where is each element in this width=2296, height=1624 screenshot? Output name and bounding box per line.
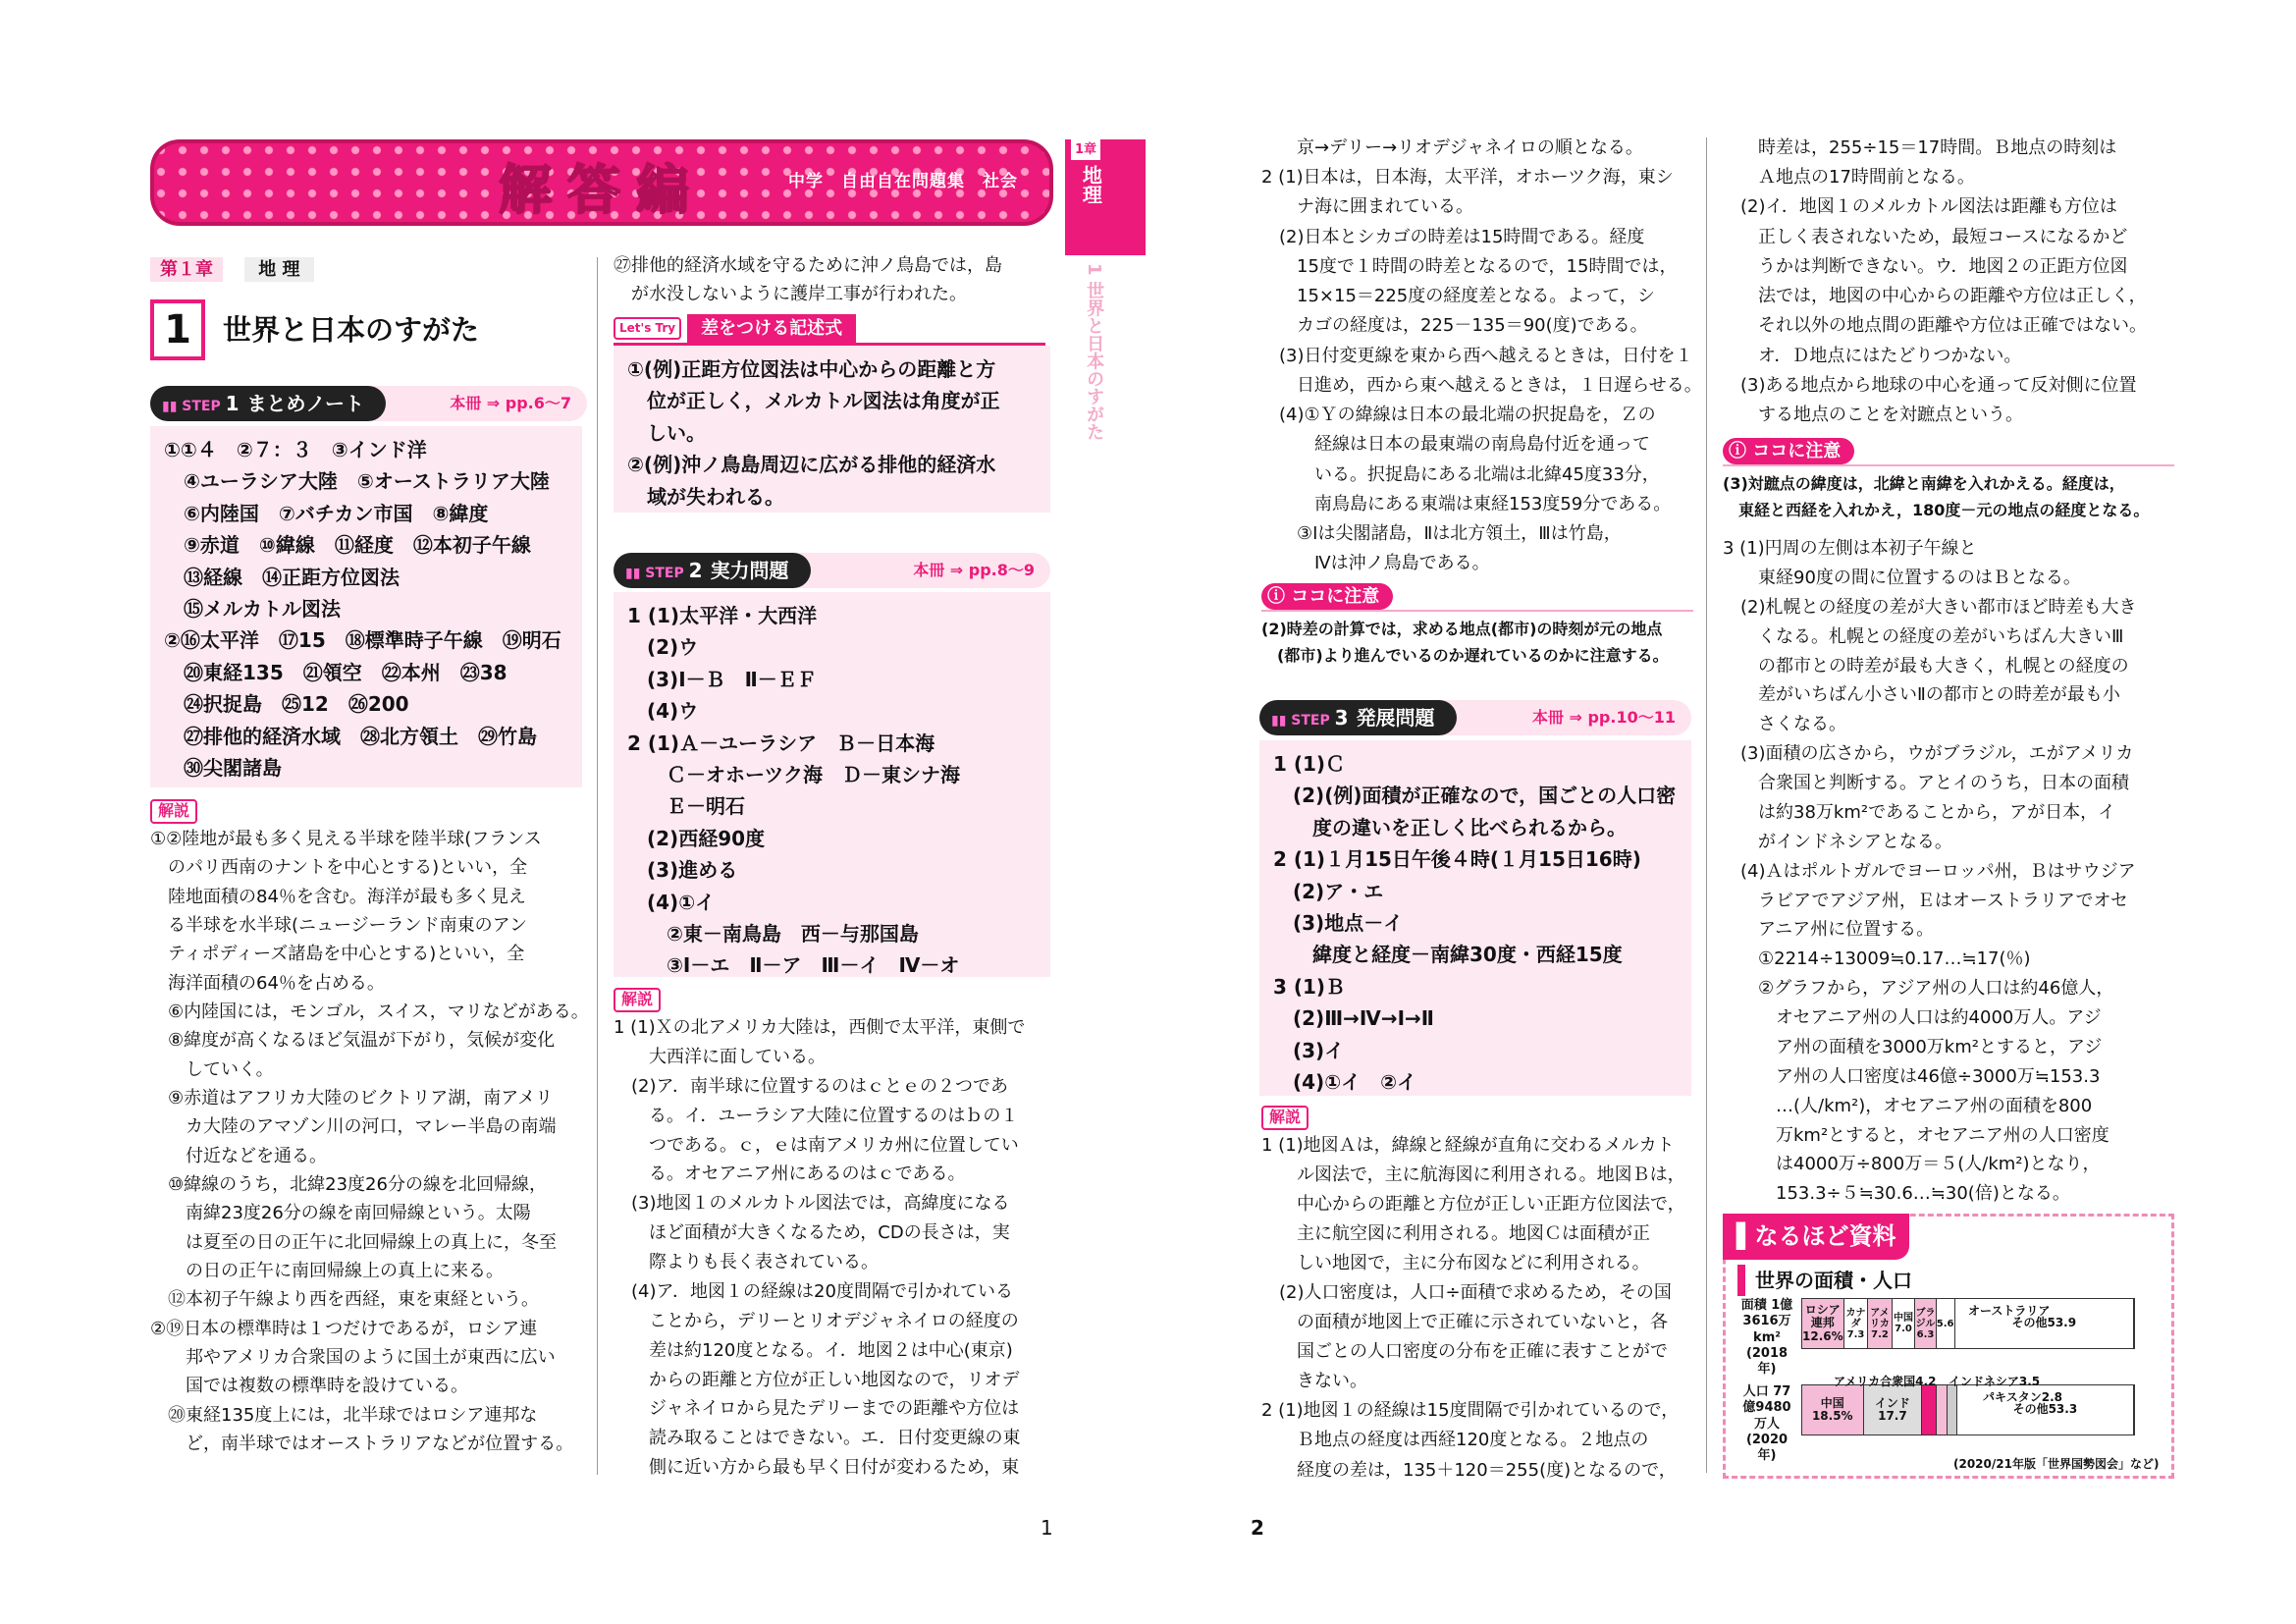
explanation-line: うかは判断できない。ウ．地図２の正距方位図 bbox=[1723, 255, 2128, 277]
step-label: まとめノート bbox=[246, 391, 364, 415]
chart-callout: アメリカ合衆国4.2 bbox=[1834, 1375, 1937, 1388]
column-divider bbox=[597, 257, 598, 1475]
explanation-line: ティポディーズ諸島を中心とする)といい，全 bbox=[150, 944, 525, 965]
letstry-title: 差をつける記述式 bbox=[687, 314, 856, 343]
bar-segment: 中国 18.5% bbox=[1802, 1385, 1864, 1435]
explanation-line: (3)地図１のメルカトル図法では，高緯度になる bbox=[614, 1193, 1010, 1215]
bar-segment: 中国 7.0 bbox=[1893, 1299, 1916, 1348]
explanation-line: は4000万÷800万＝５(人/km²)となり， bbox=[1723, 1154, 2101, 1175]
explanation-line: …(人/km²)，オセアニア州の面積を800 bbox=[1723, 1095, 2093, 1116]
explanation-line: ル図法で，主に航海図に利用される。地図Ｂは， bbox=[1261, 1164, 1685, 1186]
explanation-line: ①2214÷13009≒0.17…≒17(％) bbox=[1723, 948, 2031, 970]
explanation-line: カゴの経度は，225－135＝90(度)である。 bbox=[1261, 315, 1648, 337]
answer-line: (2)ア・エ bbox=[1273, 879, 1384, 903]
explanation-line: ア州の面積を3000万km²とすると，アジ bbox=[1723, 1036, 2103, 1057]
explanations-col2 bbox=[614, 1013, 1025, 1483]
explanation-line: 主に航空図に利用される。地図Ｃは面積が正 bbox=[1261, 1223, 1650, 1245]
page-title: 解答編 bbox=[499, 159, 705, 221]
answer-line: ①(例)正距方位図法は中心からの距離と方 bbox=[627, 357, 996, 381]
explanation-line: しい地図で，主に分布図などに利用される。 bbox=[1261, 1253, 1650, 1274]
chart-callout: オーストラリア bbox=[1968, 1304, 2051, 1318]
explanation-line: の日の正午に南回帰線上の真上に来る。 bbox=[150, 1260, 504, 1281]
kaisetsu-1 bbox=[150, 795, 197, 826]
step-ref: 本冊 ⇒ pp.8〜9 bbox=[913, 561, 1035, 580]
explanation-line: 陸地面積の84％を含む。海洋が最も多く見え bbox=[150, 886, 526, 907]
explanation-line: ②グラフから，アジア州の人口は約46億人， bbox=[1723, 978, 2114, 1000]
explanation-line: ⑨赤道はアフリカ大陸のビクトリア湖，南アメリ bbox=[150, 1087, 554, 1109]
side-tab-chapter: 1章 bbox=[1071, 139, 1100, 160]
answer-line: ㉗排他的経済水域 ㉘北方領土 ㉙竹島 bbox=[164, 724, 537, 748]
answer-line: ②(例)沖ノ鳥島周辺に広がる排他的経済水 bbox=[627, 453, 996, 477]
bar-segment bbox=[1937, 1385, 1949, 1435]
explanation-line: 日進め，西から東へ越えるときは，１日遅らせる。 bbox=[1261, 374, 1702, 396]
step1-answers bbox=[150, 426, 582, 787]
explanation-line: 経線は日本の最東端の南鳥島付近を通って bbox=[1261, 434, 1650, 456]
note-line-text: (2)時差の計算では，求める地点(都市)の時刻が元の地点 bbox=[1261, 619, 1663, 638]
side-tab bbox=[1065, 139, 1146, 255]
explanation-line: 1 (1)地図Ａは，緯線と経線が直角に交わるメルカト bbox=[1261, 1135, 1675, 1156]
bar-segment: カナダ 7.3 bbox=[1844, 1299, 1869, 1348]
answer-line: ②⑯太平洋 ⑰15 ⑱標準時子午線 ⑲明石 bbox=[164, 628, 561, 653]
answer-line: ⑮メルカトル図法 bbox=[164, 596, 341, 621]
explanation-line: Ⅳは沖ノ鳥島である。 bbox=[1261, 553, 1490, 574]
section-number: 1 bbox=[150, 299, 205, 360]
bar-segment: アメリカ 7.2 bbox=[1868, 1299, 1892, 1348]
explanation-line: 合衆国と判断する。アとイのうち，日本の面積 bbox=[1723, 773, 2129, 793]
explanation-line: 経度の差は，135＋120＝255(度)となるので， bbox=[1261, 1459, 1677, 1481]
explanation-line: カ大陸のアマゾン川の河口，マレー半島の南端 bbox=[150, 1116, 557, 1138]
explanations-col3 bbox=[1261, 1131, 1685, 1486]
answer-line: 1 (1)太平洋・大西洋 bbox=[627, 604, 818, 627]
explanation-line: (2)イ．地図１のメルカトル図法は距離も方位は bbox=[1723, 196, 2117, 218]
explanation-line: 大西洋に面している。 bbox=[614, 1046, 826, 1067]
note-head: ⓘ ココに注意 bbox=[1261, 583, 1393, 610]
col4-continued bbox=[1723, 134, 2147, 430]
explanation-line: それ以外の地点間の距離や方位は正確ではない。 bbox=[1723, 315, 2147, 337]
bar-segment: ロシア連邦 12.6% bbox=[1802, 1299, 1844, 1348]
explanation-line: 法では，地図の中心からの距離や方位は正しく， bbox=[1723, 286, 2147, 307]
note-head: ⓘ ココに注意 bbox=[1723, 438, 1854, 464]
step-number: 1 bbox=[225, 391, 240, 415]
explanation-line: 万km²とすると，オセアニア州の人口密度 bbox=[1723, 1124, 2109, 1146]
chapter-row bbox=[150, 255, 314, 284]
explanation-line: る。オセアニア州にあるのはｃである。 bbox=[614, 1164, 966, 1185]
explanation-line: がインドネシアとなる。 bbox=[1723, 831, 1952, 852]
explanation-line: 3 (1)円周の左側は本初子午線と bbox=[1723, 538, 1977, 559]
col3-continued bbox=[1261, 134, 1702, 579]
explanation-line: ③Ⅰは尖閣諸島，Ⅱは北方領土，Ⅲは竹島， bbox=[1261, 523, 1622, 545]
explanation-line: ジャネイロから見たデリーまでの距離や方位は bbox=[614, 1398, 1020, 1420]
answer-line: (2)Ⅲ→Ⅳ→Ⅰ→Ⅱ bbox=[1273, 1006, 1434, 1031]
answer-line: (4)ウ bbox=[627, 699, 699, 724]
chart-source: (2020/21年版「世界国勢図会」など) bbox=[1953, 1457, 2160, 1471]
letstry-answers bbox=[614, 346, 1050, 513]
stacked-bar bbox=[1801, 1384, 2135, 1435]
answer-line: ㉔択捉島 ㉕12 ㉖200 bbox=[164, 692, 409, 717]
explanation-line: ⑥内陸国には，モンゴル，スイス，マリなどがある。 bbox=[150, 1001, 589, 1022]
bar-segment: 5.6 bbox=[1937, 1299, 1955, 1348]
explanation-line: いる。択捉島にある北端は北緯45度33分， bbox=[1261, 463, 1660, 485]
chart-callout: インドネシア3.5 bbox=[1949, 1375, 2041, 1388]
answer-line: 緯度と経度－南緯30度・西経15度 bbox=[1273, 943, 1623, 967]
explanation-line: (4)Ａはポルトガルでヨーロッパ州，Ｂはサウジア bbox=[1723, 860, 2136, 882]
explanation-line: Ｂ地点の経度は西経120度となる。２地点の bbox=[1261, 1430, 1649, 1451]
explanation-line: つである。ｃ，ｅは南アメリカ州に位置してい bbox=[614, 1134, 1019, 1156]
bar-segment bbox=[1948, 1385, 1956, 1435]
explanation-line: (2)日本とシカゴの時差は15時間である。経度 bbox=[1261, 226, 1645, 247]
kaisetsu-label: 解説 bbox=[150, 799, 197, 824]
step-badge: STEP bbox=[182, 398, 221, 414]
answer-line: Ｅ－明石 bbox=[627, 794, 745, 819]
answer-line: ①①４ ②７：３ ③インド洋 bbox=[164, 438, 427, 461]
answer-line: (2)西経90度 bbox=[627, 826, 766, 850]
answer-line: (3)Ⅰ－Ｂ Ⅱ－ＥＦ bbox=[627, 667, 817, 691]
explanations-col4 bbox=[1723, 534, 2137, 1209]
explanation-line: (4)ア．地図１の経線は20度間隔で引かれている bbox=[614, 1280, 1013, 1302]
answer-list bbox=[164, 434, 568, 784]
letstry-block bbox=[614, 314, 1045, 346]
answer-line: (2)(例)面積が正確なので，国ごとの人口密 bbox=[1273, 784, 1677, 808]
answer-line: 2 (1)Ａ－ユーラシア Ｂ－日本海 bbox=[627, 731, 935, 755]
explanation-line: ど，南半球ではオーストラリアなどが位置する。 bbox=[150, 1433, 574, 1454]
explanation-line: 153.3÷５≒30.6…≒30(倍)となる。 bbox=[1723, 1183, 2070, 1205]
explanation-line: 差がいちばん小さいⅡの都市との時差が最も小 bbox=[1723, 684, 2120, 706]
note-title: ココに注意 bbox=[1291, 586, 1380, 607]
explanation-line: 時差は，255÷15＝17時間。Ｂ地点の時刻は bbox=[1723, 137, 2117, 158]
chapter-label: 第１章 bbox=[150, 257, 223, 282]
explanation-line: 側に近い方から最も早く日付が変わるため，東 bbox=[614, 1457, 1020, 1479]
explanation-line: 南鳥島にある東端は東経153度59分である。 bbox=[1261, 493, 1672, 514]
page-number-right: 2 bbox=[1251, 1516, 1264, 1540]
answer-line: 2 (1)１月15日午後４時(１月15日16時) bbox=[1273, 847, 1641, 872]
explanation-line: 15度で１時間の時差となるので，15時間では， bbox=[1261, 255, 1678, 277]
explanation-line: る。イ．ユーラシア大陸に位置するのはｂの１ bbox=[614, 1105, 1019, 1126]
subject-label: 地 理 bbox=[244, 257, 313, 282]
side-tab-subject: 地理 bbox=[1079, 165, 1103, 204]
answer-line: 度の違いを正しく比べられるから。 bbox=[1273, 815, 1627, 839]
section-heading bbox=[150, 299, 479, 360]
explanation-line: (3)ある地点から地球の中心を通って反対側に位置 bbox=[1723, 374, 2137, 396]
explanation-line: 2 (1)地図１の経線は15度間隔で引かれているので， bbox=[1261, 1400, 1680, 1422]
explanation-line: が水没しないように護岸工事が行われた。 bbox=[614, 284, 967, 305]
explanation-line: ⑫本初子午線より西を西経，東を東経という。 bbox=[150, 1289, 539, 1311]
explanation-line: ①②陸地が最も多く見える半球を陸半球(フランス bbox=[150, 829, 542, 849]
answer-line: Ｃ－オホーツク海 Ｄ－東シナ海 bbox=[627, 762, 960, 786]
answer-line: 3 (1)Ｂ bbox=[1273, 974, 1346, 999]
explanation-line: ア州の人口密度は46億÷3000万≒153.3 bbox=[1723, 1065, 2101, 1087]
explanation-line: 15×15＝225度の経度差となる。よって，シ bbox=[1261, 286, 1655, 307]
explanation-line: (3)面積の広さから，ウがブラジル，エがアメリカ bbox=[1723, 743, 2134, 765]
explanation-line: ⑧緯度が高くなるほど気温が下がり，気候が変化 bbox=[150, 1030, 556, 1052]
explanation-line: の都市との時差が最も大きく，札幌との経度の bbox=[1723, 655, 2129, 677]
explanation-line: ⑩緯線のうち，北緯23度26分の線を北回帰線， bbox=[150, 1173, 547, 1195]
kaisetsu-3 bbox=[1261, 1102, 1308, 1132]
explanation-line: (2)札幌との経度の差が大きい都市ほど時差も大き bbox=[1723, 596, 2137, 618]
chart-row-label: 面積 1億3616万km² (2018年) bbox=[1740, 1298, 1793, 1377]
explanation-line: 際よりも長く表されている。 bbox=[614, 1252, 879, 1272]
answer-line: ⑳東経135 ㉑領空 ㉒本州 ㉓38 bbox=[164, 660, 507, 684]
step-badge: STEP bbox=[645, 565, 684, 581]
answer-line: ⑨赤道 ⑩緯線 ⑪経度 ⑫本初子午線 bbox=[164, 533, 531, 558]
step3-header: ▮▮ STEP 3 発展問題 本冊 ⇒ pp.10〜11 bbox=[1259, 700, 1691, 735]
answer-line: 域が失われる。 bbox=[627, 484, 784, 509]
answer-line: (3)進める bbox=[627, 858, 738, 883]
explanation-line: していく。 bbox=[150, 1058, 274, 1080]
bar-segment bbox=[1922, 1385, 1936, 1435]
explanation-line: る半球を水半球(ニュージーランド南東のアン bbox=[150, 914, 527, 936]
note2 bbox=[1723, 436, 2174, 523]
step3-answers bbox=[1259, 740, 1691, 1096]
explanation-line: 中心からの距離と方位が正しい正距方位図法で， bbox=[1261, 1194, 1685, 1216]
note-text bbox=[1723, 466, 2174, 523]
bar-segment: ブラジル 6.3 bbox=[1915, 1299, 1936, 1348]
explanation-line: アニア州に位置する。 bbox=[1723, 919, 1935, 941]
explanation-line: 海洋面積の64％を占める。 bbox=[150, 972, 385, 994]
answer-line: ⑬経線 ⑭正距方位図法 bbox=[164, 565, 400, 589]
explanation-line: (2)人口密度は，人口÷面積で求めるため，その国 bbox=[1261, 1282, 1672, 1304]
kaisetsu-label: 解説 bbox=[614, 988, 661, 1012]
step1-header: ▮▮ STEP 1 まとめノート 本冊 ⇒ pp.6〜7 bbox=[150, 386, 587, 421]
step2-header: ▮▮ STEP 2 実力問題 本冊 ⇒ pp.8〜9 bbox=[614, 553, 1050, 588]
naruhodo-head: ▌なるほど資料 bbox=[1723, 1214, 1909, 1260]
explanation-line: ②⑲日本の標準時は１つだけであるが，ロシア連 bbox=[150, 1318, 538, 1339]
answer-line: (2)ウ bbox=[627, 635, 699, 660]
step-ref: 本冊 ⇒ pp.6〜7 bbox=[450, 394, 571, 413]
answer-line: ⑥内陸国 ⑦バチカン市国 ⑧緯度 bbox=[164, 501, 489, 525]
answer-line: ③Ⅰ－エ Ⅱ－ア Ⅲ－イ Ⅳ－オ bbox=[627, 953, 960, 978]
explanation-line: 国ごとの人口密度の分布を正確に表すことがで bbox=[1261, 1341, 1668, 1363]
page-number-left: 1 bbox=[1041, 1516, 1053, 1540]
answer-line: (4)①イ bbox=[627, 890, 716, 914]
explanation-line: オ．Ｄ地点にはたどりつかない。 bbox=[1723, 345, 2022, 366]
step-ref: 本冊 ⇒ pp.10〜11 bbox=[1531, 708, 1676, 728]
explanation-line: は夏至の日の正午に北回帰線上の真上に，冬至 bbox=[150, 1231, 557, 1253]
note-line-text: (3)対蹠点の緯度は，北緯と南緯を入れかえる。経度は， bbox=[1723, 473, 2125, 493]
explanation-line: ことから，デリーとリオデジャネイロの経度の bbox=[614, 1310, 1019, 1331]
note-line-text: 東経と西経を入れかえ，180度－元の地点の経度となる。 bbox=[1723, 500, 2150, 519]
answer-line: ④ユーラシア大陸 ⑤オーストラリア大陸 bbox=[164, 469, 550, 494]
kaisetsu-2 bbox=[614, 984, 661, 1014]
answer-line: しい。 bbox=[627, 420, 706, 445]
explanation-line: (2)ア．南半球に位置するのはｃとｅの２つであ bbox=[614, 1075, 1009, 1097]
chart-callout: パキスタン2.8 bbox=[1983, 1390, 2063, 1404]
explanation-line: 1 (1)Ｘの北アメリカ大陸は，西側で太平洋，東側で bbox=[614, 1017, 1026, 1038]
explanation-line: 差は約120度となる。イ．地図２は中心(東京) bbox=[614, 1339, 1013, 1361]
bar-segment: インド 17.7 bbox=[1864, 1385, 1923, 1435]
step-label: 実力問題 bbox=[710, 558, 789, 582]
explanation-line: ナ海に囲まれている。 bbox=[1261, 196, 1473, 218]
answer-line: (3)イ bbox=[1273, 1038, 1345, 1062]
explanation-line: 読み取ることはできない。エ．日付変更線の東 bbox=[614, 1428, 1021, 1449]
explanation-line: 邦やアメリカ合衆国のように国土が東西に広い bbox=[150, 1346, 556, 1368]
explanation-line: の面積が地図上で正確に示されていないと，各 bbox=[1261, 1312, 1668, 1333]
note-line-text: (都市)より進んでいるのか遅れているのかに注意する。 bbox=[1261, 645, 1669, 665]
step-number: 3 bbox=[1334, 705, 1349, 730]
kaisetsu-label: 解説 bbox=[1261, 1106, 1308, 1130]
section-title: 世界と日本のすがた bbox=[223, 312, 480, 347]
explanation-line: からの距離と方位が正しい地図なので，リオデ bbox=[614, 1369, 1020, 1390]
explanation-line: ラビアでアジア州，Ｅはオーストラリアでオセ bbox=[1723, 890, 2128, 911]
explanation-line: くなる。札幌との経度の差がいちばん大きいⅢ bbox=[1723, 625, 2124, 647]
side-vertical-title: 1 世界と日本のすがた bbox=[1084, 263, 1105, 441]
letstry-tag: Let's Try bbox=[614, 317, 681, 340]
note-text bbox=[1261, 612, 1693, 669]
book-subtitle: 中学 自由自在問題集 社会 bbox=[788, 172, 1018, 191]
explanation-line: ⑳東経135度上には，北半球ではロシア連邦な bbox=[150, 1404, 538, 1426]
explanation-line: のパリ西南のナントを中心とする)といい，全 bbox=[150, 857, 528, 879]
bar-segment: その他53.3 bbox=[1957, 1385, 2134, 1435]
explanation-line: 京→デリー→リオデジャネイロの順となる。 bbox=[1261, 137, 1643, 158]
answer-line: (4)①イ ②イ bbox=[1273, 1069, 1417, 1094]
chart-title: 世界の面積・人口 bbox=[1737, 1265, 1912, 1296]
bar-segment: その他53.9 bbox=[1955, 1299, 2134, 1348]
explanation-line: ㉗排他的経済水域を守るために沖ノ鳥島では，島 bbox=[614, 255, 1002, 276]
answer-line: 1 (1)Ｃ bbox=[1273, 752, 1346, 776]
explanation-line: オセアニア州の人口は約4000万人。アジ bbox=[1723, 1007, 2102, 1028]
answer-line: ㉚尖閣諸島 bbox=[164, 755, 282, 780]
explanation-line: する地点のことを対蹠点という。 bbox=[1723, 405, 2023, 426]
chart-row-label: 人口 77億9480万人 (2020年) bbox=[1742, 1384, 1791, 1463]
answer-line: ②東－南鳥島 西－与那国島 bbox=[627, 921, 919, 946]
note-title: ココに注意 bbox=[1752, 441, 1842, 461]
explanation-line: 2 (1)日本は，日本海，太平洋，オホーツク海，東シ bbox=[1261, 167, 1674, 189]
naruhodo-title: なるほど資料 bbox=[1754, 1222, 1896, 1250]
note1 bbox=[1261, 581, 1693, 669]
col2-continued bbox=[614, 251, 1002, 308]
explanation-line: きない。 bbox=[1261, 1371, 1367, 1392]
explanation-line: (4)①Ｙの緯線は日本の最北端の択捉島を，Ｚの bbox=[1261, 405, 1656, 426]
explanation-line: 東経90度の間に位置するのはＢとなる。 bbox=[1723, 567, 2081, 588]
title-banner bbox=[150, 139, 1053, 226]
explanation-line: は約38万km²であることから，アが日本，イ bbox=[1723, 801, 2116, 823]
step-badge: STEP bbox=[1291, 712, 1330, 729]
step2-answers bbox=[614, 592, 1050, 977]
answer-line: (3)地点－イ bbox=[1273, 910, 1404, 935]
step-label: 発展問題 bbox=[1356, 705, 1435, 730]
explanation-line: 正しく表されないため，最短コースになるかど bbox=[1723, 226, 2128, 247]
explanation-line: 付近などを通る。 bbox=[150, 1145, 327, 1166]
explanations-col1 bbox=[150, 825, 589, 1458]
explanation-line: 国では複数の標準時を設けている。 bbox=[150, 1376, 468, 1397]
explanation-line: (3)日付変更線を東から西へ越えるときは，日付を１ bbox=[1261, 345, 1693, 366]
explanation-line: 南緯23度26分の線を南回帰線という。太陽 bbox=[150, 1203, 531, 1224]
explanation-line: Ａ地点の17時間前となる。 bbox=[1723, 167, 1975, 189]
explanation-line: さくなる。 bbox=[1723, 714, 1846, 735]
answer-line: 位が正しく，メルカトル図法は角度が正 bbox=[627, 389, 1000, 413]
step-number: 2 bbox=[688, 558, 703, 582]
column-divider bbox=[1706, 137, 1707, 1473]
explanation-line: ほど面積が大きくなるため，CDの長さは，実 bbox=[614, 1222, 1010, 1244]
